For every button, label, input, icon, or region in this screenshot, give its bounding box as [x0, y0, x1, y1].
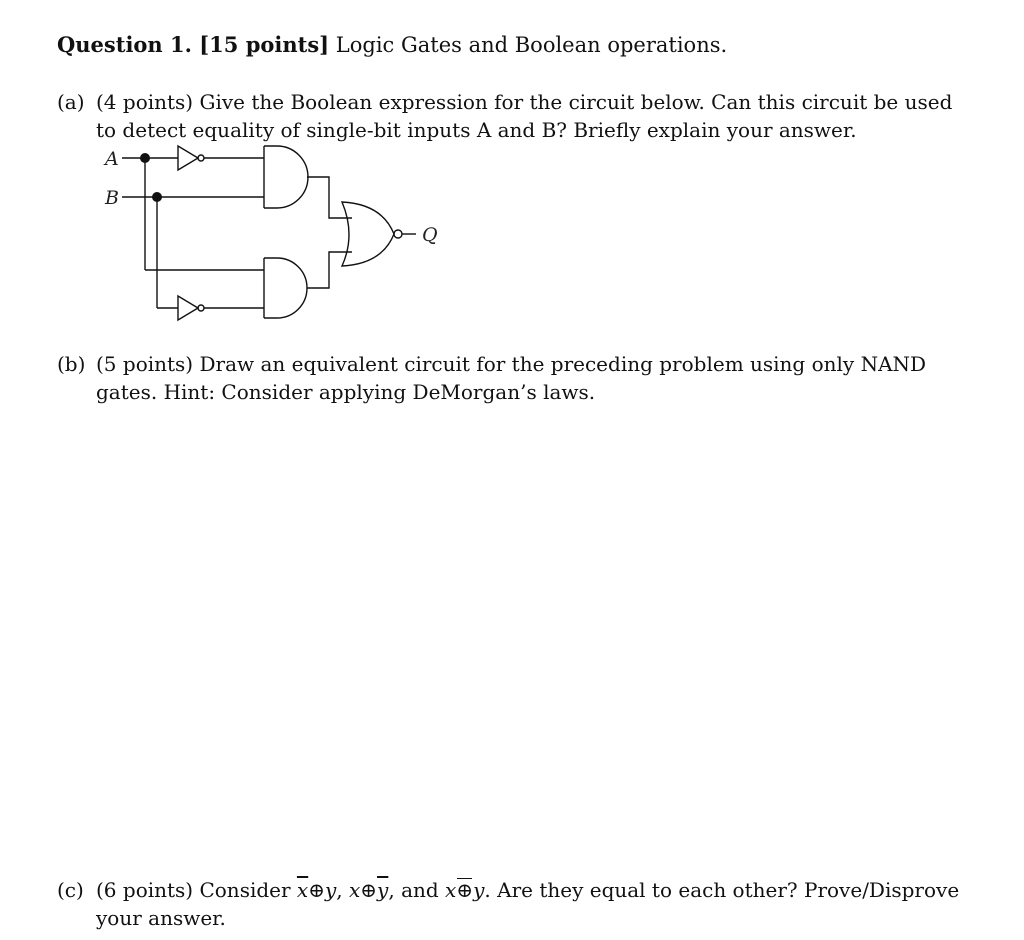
expr3-y: y — [473, 878, 485, 902]
part-c-text — [96, 876, 977, 932]
separator-1: , — [336, 878, 349, 902]
expr3-xnor-symbol: ⊕ — [456, 878, 474, 902]
expr1-xor-symbol: ⊕ — [308, 878, 325, 902]
input-a-label: A — [105, 148, 119, 170]
part-c-question: . Are they equal to each other? Prove/Disprove your answer. — [96, 878, 960, 930]
question-title: Logic Gates and Boolean operations. — [329, 33, 728, 57]
output-q-label: Q — [422, 224, 438, 246]
upper-not-gate — [178, 146, 198, 170]
part-b-label: (b) — [57, 352, 86, 376]
question-heading — [57, 32, 727, 57]
part-b — [57, 350, 977, 406]
part-c-intro: (6 points) Consider — [96, 878, 297, 902]
question-number: Question 1. [15 points] — [57, 32, 330, 57]
logic-circuit-diagram — [100, 140, 460, 330]
part-a-text: (4 points) Give the Boolean expression for the circuit below. Can this circuit be used to detect equality of single-bit inputs A and B? Briefly explain your answer. — [96, 90, 953, 142]
expr2-y-bar: $\overline{y}$ — [377, 878, 389, 902]
expr2-xor-symbol: ⊕ — [360, 878, 378, 902]
part-b-text: (5 points) Draw an equivalent circuit for the preceding problem using only NAND gates. Hint: Consider applying DeMorgan’s laws. — [96, 352, 927, 404]
expr1-y: y — [324, 878, 337, 902]
separator-2: , and — [388, 878, 446, 902]
lower-and-gate — [264, 258, 307, 318]
expr2-x: x — [349, 878, 361, 902]
part-a — [57, 88, 977, 144]
nor-gate — [342, 202, 394, 266]
expr3-x: x — [445, 878, 457, 902]
expr1-x-bar: $\overline{x}$ — [296, 878, 309, 902]
part-c — [57, 876, 977, 932]
input-b-label: B — [105, 187, 119, 209]
lower-not-gate — [178, 296, 198, 320]
part-c-label: (c) — [57, 878, 84, 902]
nor-bubble — [394, 230, 402, 238]
junction-b — [152, 192, 162, 202]
upper-and-gate — [264, 146, 308, 208]
junction-a — [140, 153, 150, 163]
part-a-label: (a) — [57, 90, 85, 114]
